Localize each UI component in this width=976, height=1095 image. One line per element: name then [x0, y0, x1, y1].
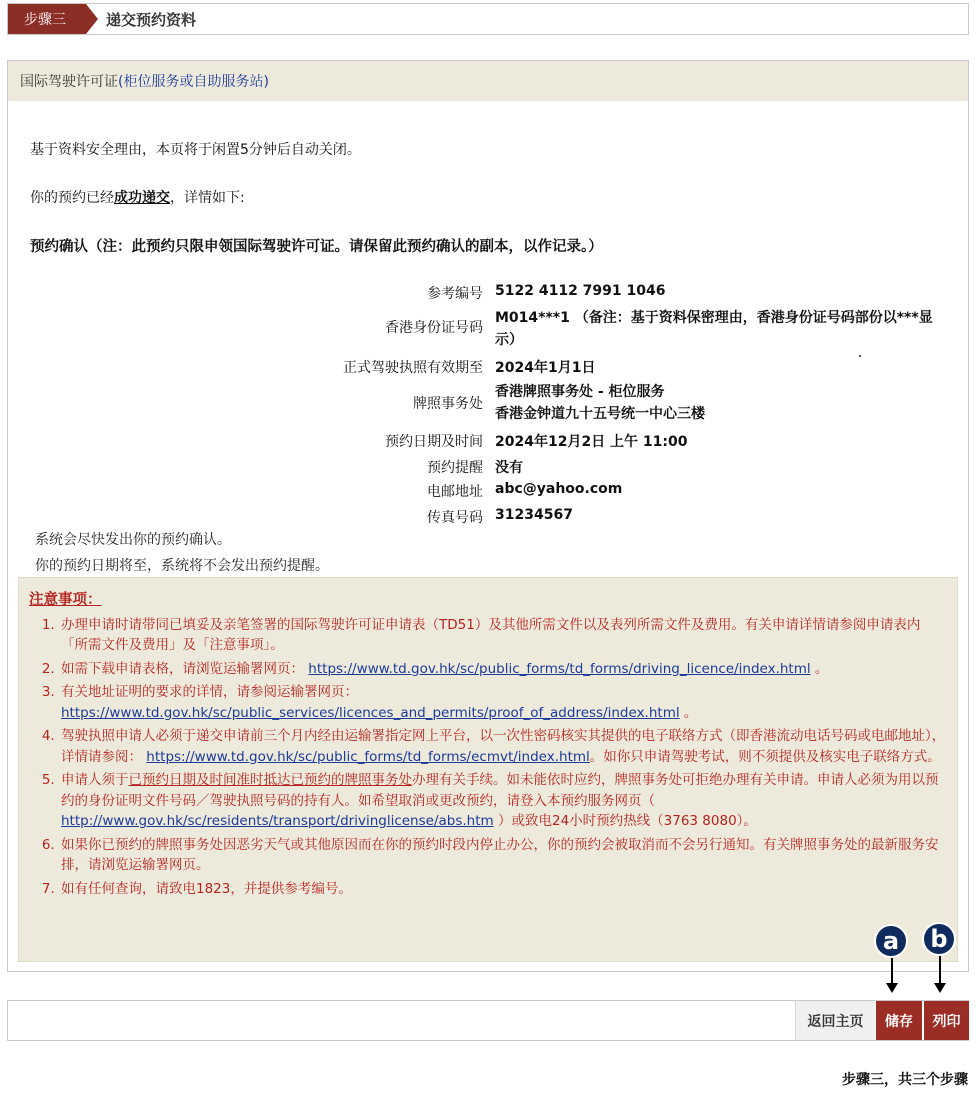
note-text: 有关地址证明的要求的详情，请参阅运输署网页：: [61, 684, 358, 700]
step-title: 递交预约资料: [106, 10, 197, 29]
id-value: M014***1 （备注：基于资料保密理由，香港身份证号码部份以***显示）: [495, 310, 933, 348]
id-label: 香港身份证号码: [385, 320, 483, 336]
note-item: 1. 办理申请时请带同已填妥及亲笔签署的国际驾驶许可证申请表（TD51）及其他所需文件以及表列所需文件及费用。有关申请详情请参阅申请表内「所需文件及费用」及「注意事项」。: [59, 615, 947, 656]
expiry-value: 2024年1月1日: [495, 360, 596, 376]
submitted-emph: 成功递交: [114, 190, 170, 206]
detail-row-expiry: [8, 357, 945, 377]
reminder-label: 预约提醒: [427, 460, 483, 476]
office-value-line2: 香港金钟道九十五号统一中心三楼: [495, 406, 705, 422]
notes-list: [29, 615, 947, 900]
office-value-line1: 香港牌照事务处 - 柜位服务: [495, 384, 665, 400]
detail-row-datetime: [8, 431, 945, 451]
form-download-link[interactable]: https://www.td.gov.hk/sc/public_forms/td_forms/driving_licence/index.html: [308, 660, 811, 677]
note-text: 。如你只申请驾驶考试，则不须提供及核实电子联络方式。: [589, 748, 941, 765]
arrow-down-icon: [939, 956, 941, 984]
detail-row-ref: [8, 283, 945, 303]
step-tag: 步骤三: [8, 4, 86, 34]
note-item: [59, 659, 947, 680]
email-label: 电邮地址: [427, 484, 483, 500]
note-text: ）或致电24小时预约热线（3763 8080）。: [497, 813, 757, 829]
address-proof-link[interactable]: https://www.td.gov.hk/sc/public_services/licences_and_permits/proof_of_address/index.html: [61, 704, 680, 721]
detail-row-id: [8, 307, 945, 351]
service-type-link[interactable]: (柜位服务或自助服务站): [118, 74, 269, 90]
system-send-text: 系统会尽快发出你的预约确认。: [35, 532, 231, 548]
step-bar: [7, 3, 969, 35]
note-item: [59, 770, 947, 832]
note-item: [59, 682, 947, 723]
note-item: 7. 如有任何查询，请致电1823，并提供参考编号。: [59, 879, 947, 900]
ref-label: 参考编号: [427, 286, 483, 302]
home-button[interactable]: 返回主页: [795, 1001, 875, 1040]
expiry-label: 正式驾驶执照有效期至: [343, 360, 483, 376]
detail-row-office: [8, 381, 945, 425]
note-text: 。: [814, 660, 829, 677]
action-bar: [7, 1000, 969, 1041]
notes-title: 注意事项：: [29, 592, 102, 608]
note-emphasis: 已预约日期及时间准时抵达已预约的牌照事务处: [128, 772, 412, 788]
submitted-prefix: 你的预约已经: [30, 190, 114, 206]
datetime-value: 2024年12月2日 上午 11:00: [495, 434, 688, 450]
stray-dot: [859, 355, 861, 357]
datetime-label: 预约日期及时间: [385, 434, 483, 450]
reminder-value: 没有: [495, 460, 523, 476]
step-count: 步骤三，共三个步骤: [842, 1072, 968, 1088]
no-reminder-text: 你的预约日期将至，系统将不会发出预约提醒。: [35, 558, 329, 574]
ref-value: 5122 4112 7991 1046: [495, 283, 666, 299]
auto-close-notice: 基于资料安全理由，本页将于闲置5分钟后自动关闭。: [30, 142, 361, 158]
fax-label: 传真号码: [427, 510, 483, 526]
annotation-badge-a: a: [874, 924, 908, 958]
panel-title: 国际驾驶许可证: [20, 74, 118, 90]
note-text: 办理有关手续。如未能依时应约，牌照事务处可拒绝办理有关申请。申请人必须为用以预约的身份证明文件号码／驾驶执照号码的持有人。如希望取消或更改预约，请登入本预约服务网页（: [61, 772, 939, 809]
submitted-message: [30, 187, 245, 207]
note-item: 6. 如果你已预约的牌照事务处因恶劣天气或其他原因而在你的预约时段内停止办公，你的预约会被取消而不会另行通知。有关牌照事务处的最新服务安排，请浏览运输署网页。: [59, 835, 947, 876]
save-button[interactable]: 储存: [876, 1001, 922, 1040]
confirm-heading: 预约确认（注：此预约只限申领国际驾驶许可证。请保留此预约确认的副本，以作记录。）: [30, 239, 603, 255]
ecmvt-link[interactable]: https://www.td.gov.hk/sc/public_forms/td_forms/ecmvt/index.html: [146, 748, 590, 765]
note-text: 驾驶执照申请人必须于递交申请前三个月内经由运输署指定网上平台，以一次性密码核实其提供的电子联络方式（即香港流动电话号码或电邮地址），详情请参阅：: [61, 728, 946, 765]
note-item: [59, 726, 947, 767]
office-label: 牌照事务处: [413, 396, 483, 412]
detail-row-reminder: [8, 457, 945, 477]
note-text: 申请人须于: [61, 772, 129, 788]
note-text: 如需下载申请表格，请浏览运输署网页：: [61, 660, 304, 677]
booking-service-link[interactable]: http://www.gov.hk/sc/residents/transport/drivinglicense/abs.htm: [61, 813, 494, 829]
detail-row-fax: [8, 507, 945, 527]
submitted-suffix: ，详情如下:: [170, 190, 245, 206]
office-value: [495, 381, 945, 425]
detail-row-email: [8, 481, 945, 501]
fax-value: 31234567: [495, 507, 573, 523]
email-value: abc@yahoo.com: [495, 481, 623, 497]
arrow-down-icon: [891, 958, 893, 984]
confirmation-panel: [7, 60, 969, 972]
note-text: 。: [683, 704, 698, 721]
annotation-badge-b: b: [922, 922, 956, 956]
notes-box: [18, 577, 958, 962]
print-button[interactable]: 列印: [924, 1001, 969, 1040]
panel-header: [8, 61, 968, 101]
